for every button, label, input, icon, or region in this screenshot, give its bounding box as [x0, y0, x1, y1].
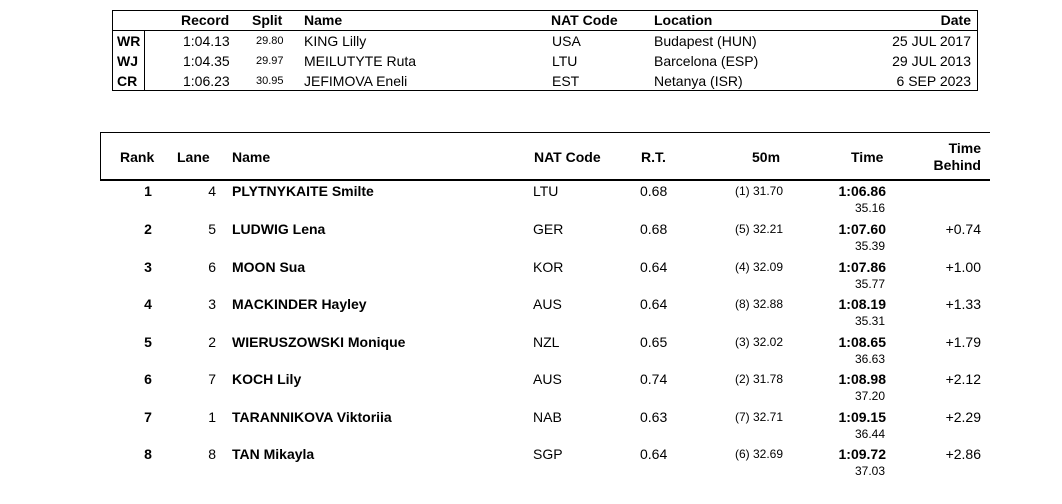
header-time-behind-line1: Time [948, 140, 981, 156]
header-time-behind-line2: Behind [933, 157, 981, 173]
nat-code: LTU [533, 183, 559, 199]
header-rt: R.T. [641, 149, 666, 165]
record-split: 30.95 [256, 75, 284, 87]
header-nat: NAT Code [534, 149, 601, 165]
reaction-time: 0.65 [640, 334, 668, 350]
split-50m: (7) 32.71 [734, 410, 783, 424]
record-name: JEFIMOVA Eneli [304, 73, 408, 89]
result-row [100, 406, 990, 443]
results-header [100, 132, 990, 181]
nat-code: NZL [533, 334, 560, 350]
time-behind: +0.74 [945, 221, 981, 237]
result-row [100, 180, 990, 217]
header-time: Time [851, 149, 884, 165]
record-date: 6 SEP 2023 [896, 73, 971, 89]
split-second-50: 36.63 [854, 352, 885, 366]
reaction-time: 0.68 [640, 221, 668, 237]
record-date: 25 JUL 2017 [892, 33, 971, 49]
lane: 6 [208, 259, 216, 275]
record-name: MEILUTYTE Ruta [304, 53, 417, 69]
split-second-50: 35.39 [854, 239, 885, 253]
nat-code: AUS [533, 371, 562, 387]
record-date: 29 JUL 2013 [892, 53, 971, 69]
records-header-date: Date [940, 12, 971, 28]
split-50m: (3) 32.02 [734, 335, 783, 349]
lane: 1 [208, 409, 216, 425]
record-name: KING Lilly [304, 33, 367, 49]
final-time: 1:08.98 [838, 371, 886, 387]
record-nat: EST [552, 73, 580, 89]
rank: 6 [144, 371, 152, 387]
lane: 7 [208, 371, 216, 387]
reaction-time: 0.68 [640, 183, 668, 199]
header-lane: Lane [177, 149, 210, 165]
records-row [113, 31, 977, 51]
record-nat: LTU [552, 53, 578, 69]
record-location: Barcelona (ESP) [654, 53, 759, 69]
nat-code: SGP [533, 446, 563, 462]
records-header-nat: NAT Code [551, 12, 618, 28]
nat-code: NAB [533, 409, 562, 425]
final-time: 1:08.19 [838, 296, 886, 312]
result-row [100, 293, 990, 330]
swimmer-name: KOCH Lily [232, 371, 302, 387]
lane: 4 [208, 183, 216, 199]
records-header-name: Name [304, 12, 343, 28]
record-code: CR [117, 73, 138, 89]
split-second-50: 36.44 [854, 427, 885, 441]
record-time: 1:04.35 [183, 53, 230, 69]
split-second-50: 35.77 [854, 277, 885, 291]
time-behind: +2.86 [945, 446, 981, 462]
record-code: WJ [117, 53, 138, 69]
rank: 3 [144, 259, 152, 275]
lane: 5 [208, 221, 216, 237]
nat-code: AUS [533, 296, 562, 312]
reaction-time: 0.64 [640, 446, 668, 462]
record-time: 1:04.13 [183, 33, 230, 49]
rank: 4 [144, 296, 152, 312]
swimmer-name: LUDWIG Lena [232, 221, 326, 237]
final-time: 1:06.86 [838, 183, 886, 199]
split-second-50: 35.31 [854, 314, 885, 328]
reaction-time: 0.74 [640, 371, 668, 387]
reaction-time: 0.64 [640, 296, 668, 312]
nat-code: KOR [533, 259, 564, 275]
time-behind: +1.33 [945, 296, 981, 312]
records-header-location: Location [654, 12, 713, 28]
swimmer-name: TAN Mikayla [232, 446, 315, 462]
reaction-time: 0.63 [640, 409, 668, 425]
rank: 1 [144, 183, 152, 199]
split-50m: (6) 32.69 [734, 447, 783, 461]
split-50m: (4) 32.09 [734, 260, 783, 274]
lane: 8 [208, 446, 216, 462]
time-behind: +1.79 [945, 334, 981, 350]
time-behind: +1.00 [945, 259, 981, 275]
final-time: 1:09.72 [838, 446, 886, 462]
time-behind: +2.29 [945, 409, 981, 425]
record-location: Budapest (HUN) [654, 33, 757, 49]
split-second-50: 35.16 [854, 201, 885, 215]
records-header-record: Record [181, 12, 230, 28]
record-location: Netanya (ISR) [654, 73, 743, 89]
record-nat: USA [552, 33, 581, 49]
swimmer-name: TARANNIKOVA Viktoriia [232, 409, 392, 425]
split-second-50: 37.20 [854, 389, 885, 403]
split-50m: (1) 31.70 [734, 184, 783, 198]
records-row [113, 51, 977, 71]
swimmer-name: WIERUSZOWSKI Monique [232, 334, 406, 350]
final-time: 1:07.60 [838, 221, 886, 237]
record-time: 1:06.23 [183, 73, 230, 89]
swimmer-name: PLYTNYKAITE Smilte [232, 183, 374, 199]
split-second-50: 37.03 [854, 464, 885, 478]
records-table [112, 10, 978, 91]
time-behind: +2.12 [945, 371, 981, 387]
split-50m: (5) 32.21 [734, 222, 783, 236]
rank: 5 [144, 334, 152, 350]
lane: 3 [208, 296, 216, 312]
header-50m: 50m [752, 149, 781, 165]
lane: 2 [208, 334, 216, 350]
final-time: 1:09.15 [838, 409, 886, 425]
header-time-behind [934, 140, 981, 174]
nat-code: GER [533, 221, 564, 237]
result-row [100, 256, 990, 293]
records-row [113, 71, 977, 91]
final-time: 1:07.86 [838, 259, 886, 275]
swimmer-name: MOON Sua [232, 259, 306, 275]
result-row [100, 368, 990, 405]
rank: 7 [144, 409, 152, 425]
final-time: 1:08.65 [838, 334, 886, 350]
header-rank: Rank [120, 149, 155, 165]
header-name: Name [232, 149, 271, 165]
record-code: WR [117, 33, 141, 49]
result-row [100, 443, 990, 480]
result-row [100, 331, 990, 368]
rank: 2 [144, 221, 152, 237]
rank: 8 [144, 446, 152, 462]
records-header-split: Split [252, 12, 283, 28]
record-split: 29.80 [256, 35, 284, 47]
result-row [100, 218, 990, 255]
record-split: 29.97 [256, 55, 284, 67]
swimmer-name: MACKINDER Hayley [232, 296, 367, 312]
split-50m: (2) 31.78 [734, 372, 783, 386]
reaction-time: 0.64 [640, 259, 668, 275]
split-50m: (8) 32.88 [734, 297, 783, 311]
